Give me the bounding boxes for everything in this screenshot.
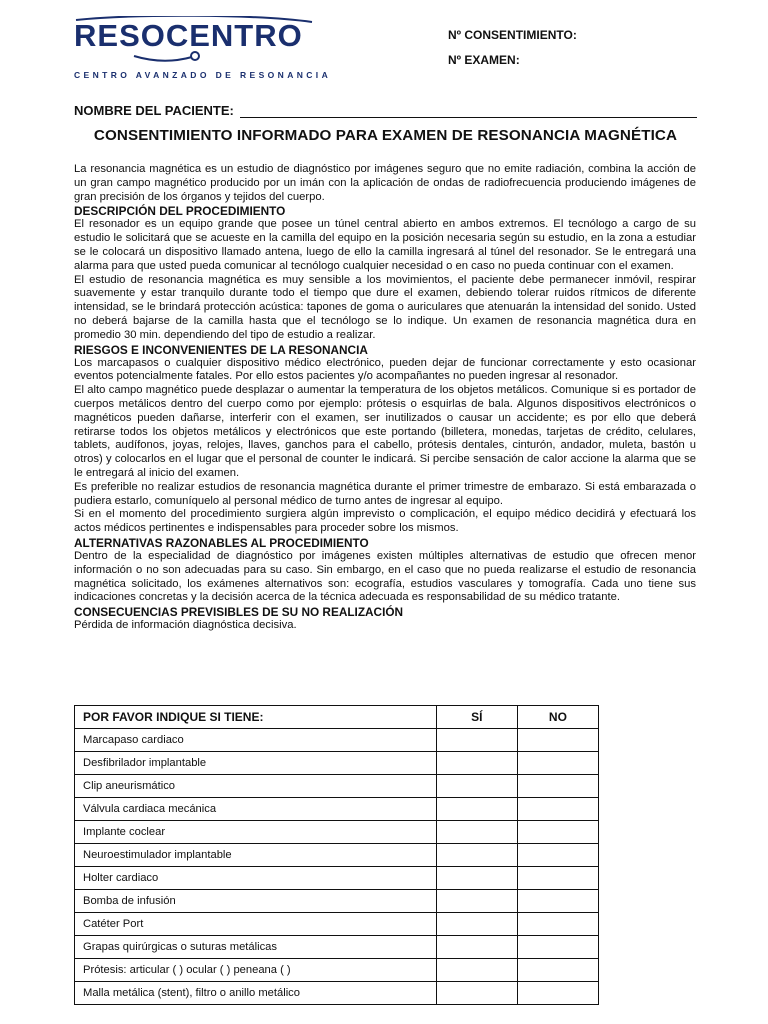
no-checkbox-cell[interactable]	[517, 913, 598, 936]
device-label: Marcapaso cardiaco	[75, 729, 437, 752]
alternatives-heading: ALTERNATIVAS RAZONABLES AL PROCEDIMIENTO	[74, 535, 369, 550]
no-checkbox-cell[interactable]	[517, 982, 598, 1005]
yes-checkbox-cell[interactable]	[436, 729, 517, 752]
procedure-paragraph-2: El estudio de resonancia magnética es muy sensible a los movimientos, el paciente debe permanecer inmóvil, respirar suavemente y estar tranquilo durante todo el tiempo que dure el examen, debiendo tolerar ruidos rítmicos de diferente intensidad, se le brindará protección acústica: tapones de goma o auriculares que atenuarán la intensidad del sonido. Usted no deberá bajarse de la camilla hasta que el tecnólogo se lo indique. Un examen de resonancia magnética dura en promedio 30 min. dependiendo del tipo de estudio a realizar.	[74, 273, 696, 341]
no-header: NO	[517, 706, 598, 729]
yes-checkbox-cell[interactable]	[436, 913, 517, 936]
device-label: Desfibrilador implantable	[75, 752, 437, 775]
procedure-heading: DESCRIPCIÓN DEL PROCEDIMIENTO	[74, 204, 286, 219]
table-row	[75, 959, 599, 982]
logo-wordmark: RESOCENTRO	[74, 18, 303, 53]
device-label: Clip aneurismático	[75, 775, 437, 798]
device-label: Prótesis: articular ( ) ocular ( ) peneana ( )	[75, 959, 437, 982]
no-checkbox-cell[interactable]	[517, 798, 598, 821]
device-label: Bomba de infusión	[75, 890, 437, 913]
table-row	[75, 775, 599, 798]
yes-checkbox-cell[interactable]	[436, 798, 517, 821]
question-header: POR FAVOR INDIQUE SI TIENE:	[75, 706, 437, 729]
logo-swoosh-icon	[74, 16, 324, 76]
table-row	[75, 752, 599, 775]
device-label: Holter cardiaco	[75, 867, 437, 890]
yes-checkbox-cell[interactable]	[436, 959, 517, 982]
no-checkbox-cell[interactable]	[517, 890, 598, 913]
yes-checkbox-cell[interactable]	[436, 821, 517, 844]
device-label: Neuroestimulador implantable	[75, 844, 437, 867]
consequences-heading: CONSECUENCIAS PREVISIBLES DE SU NO REALIZACIÓN	[74, 605, 404, 620]
device-label: Implante coclear	[75, 821, 437, 844]
device-label: Catéter Port	[75, 913, 437, 936]
table-header-row	[75, 706, 599, 729]
logo-tagline: CENTRO AVANZADO DE RESONANCIA	[74, 70, 332, 80]
patient-name-label: NOMBRE DEL PACIENTE:	[74, 103, 234, 118]
table-row	[75, 798, 599, 821]
yes-header: SÍ	[436, 706, 517, 729]
no-checkbox-cell[interactable]	[517, 821, 598, 844]
device-label: Malla metálica (stent), filtro o anillo metálico	[75, 982, 437, 1005]
document-body	[74, 163, 696, 633]
table-row	[75, 936, 599, 959]
device-label: Grapas quirúrgicas o suturas metálicas	[75, 936, 437, 959]
no-checkbox-cell[interactable]	[517, 867, 598, 890]
yes-checkbox-cell[interactable]	[436, 982, 517, 1005]
no-checkbox-cell[interactable]	[517, 959, 598, 982]
no-checkbox-cell[interactable]	[517, 775, 598, 798]
document-title: CONSENTIMIENTO INFORMADO PARA EXAMEN DE RESONANCIA MAGNÉTICA	[93, 127, 678, 144]
consent-number-label: Nº CONSENTIMIENTO:	[448, 28, 577, 42]
resocentro-logo	[74, 16, 332, 86]
yes-checkbox-cell[interactable]	[436, 867, 517, 890]
patient-name-field[interactable]	[74, 103, 697, 118]
exam-number-label: Nº EXAMEN:	[448, 53, 520, 67]
table-row	[75, 729, 599, 752]
yes-checkbox-cell[interactable]	[436, 844, 517, 867]
no-checkbox-cell[interactable]	[517, 729, 598, 752]
table-row	[75, 867, 599, 890]
no-checkbox-cell[interactable]	[517, 936, 598, 959]
yes-checkbox-cell[interactable]	[436, 752, 517, 775]
risks-paragraph-4: Si en el momento del procedimiento surgiera algún imprevisto o complicación, el equipo médico decidirá y efectuará los actos médicos pertinentes e indispensables para proceder sobre los mismos.	[74, 508, 696, 535]
table-row	[75, 913, 599, 936]
table-row	[75, 890, 599, 913]
consequences-paragraph: Pérdida de información diagnóstica decisiva.	[74, 619, 297, 632]
risks-paragraph-3: Es preferible no realizar estudios de resonancia magnética durante el primer trimestre de embarazo. Si está embarazada o pudiera estarlo, comuníquelo al personal médico de turno antes de ingresar al equipo.	[74, 480, 696, 507]
table-row	[75, 844, 599, 867]
risks-heading: RIESGOS E INCONVENIENTES DE LA RESONANCIA	[74, 342, 368, 357]
no-checkbox-cell[interactable]	[517, 844, 598, 867]
alternatives-paragraph: Dentro de la especialidad de diagnóstico por imágenes existen múltiples alternativas de estudio que ofrecen menor información o no son adecuadas para su caso. Sin embargo, en el caso que no pueda realizarse el estudio de resonancia magnética solicitado, los exámenes alternativos son: ecografía, estudios vasculares y tomografía. Cada uno tiene sus indicaciones concretas y la decisión acerca de la técnica adecuada es responsabilidad de su médico tratante.	[74, 549, 696, 604]
yes-checkbox-cell[interactable]	[436, 775, 517, 798]
procedure-paragraph-1: El resonador es un equipo grande que posee un túnel central abierto en ambos extremos. El tecnólogo a cargo de su estudio le solicitará que se acueste en la camilla del equipo en la posición necesaria según su estudio, en la zona a estudiar se le colocará un dispositivo llamado antena, luego de ello la camilla ingresará al túnel del resonador. Se le entregará una alarma para que usted pueda comunicar al tecnólogo cualquier necesidad o en caso no pueda continuar con el examen.	[74, 218, 696, 272]
patient-name-line[interactable]	[240, 103, 697, 118]
yes-checkbox-cell[interactable]	[436, 936, 517, 959]
risks-paragraph-2: El alto campo magnético puede desplazar o aumentar la temperatura de los objetos metálicos. Comunique si es portador de cuerpos metálicos dentro del cuerpo como por ejemplo: prótesis o esquirlas de bala. Algunos dispositivos electrónicos o magnéticos pueden dañarse, interferir con el examen, ser inutilizados o causar un accidente; es por ello que deberá retirarse todos los objetos metálicos y electrónicos que este portando (billetera, monedas, tarjetas de crédito, celulares, tablets, audífonos, joyas, relojes, llaves, ganchos para el cabello, prótesis dentales, cinturón, andador, muleta, bastón u otros) y colocarlos en el lugar que el personal de counter le indicará. Si percibe sensación de calor accione la alarma que se le entregará al inicio del examen.	[74, 384, 696, 479]
no-checkbox-cell[interactable]	[517, 752, 598, 775]
yes-checkbox-cell[interactable]	[436, 890, 517, 913]
risks-paragraph-1: Los marcapasos o cualquier dispositivo médico electrónico, pueden dejar de funcionar correctamente y esto ocasionar eventos potencialmente fatales. Por ello estos pacientes y/o acompañantes no pueden ingresar al resonador.	[74, 356, 696, 383]
table-row	[75, 982, 599, 1005]
intro-paragraph: La resonancia magnética es un estudio de diagnóstico por imágenes seguro que no emite radiación, combina la acción de un gran campo magnético producido por un imán con la aplicación de ondas de radiofrecuencia produciendo imágenes de gran precisión de los órganos y tejidos del cuerpo.	[74, 163, 696, 203]
device-label: Válvula cardiaca mecánica	[75, 798, 437, 821]
device-checklist-table	[74, 705, 599, 1005]
table-row	[75, 821, 599, 844]
